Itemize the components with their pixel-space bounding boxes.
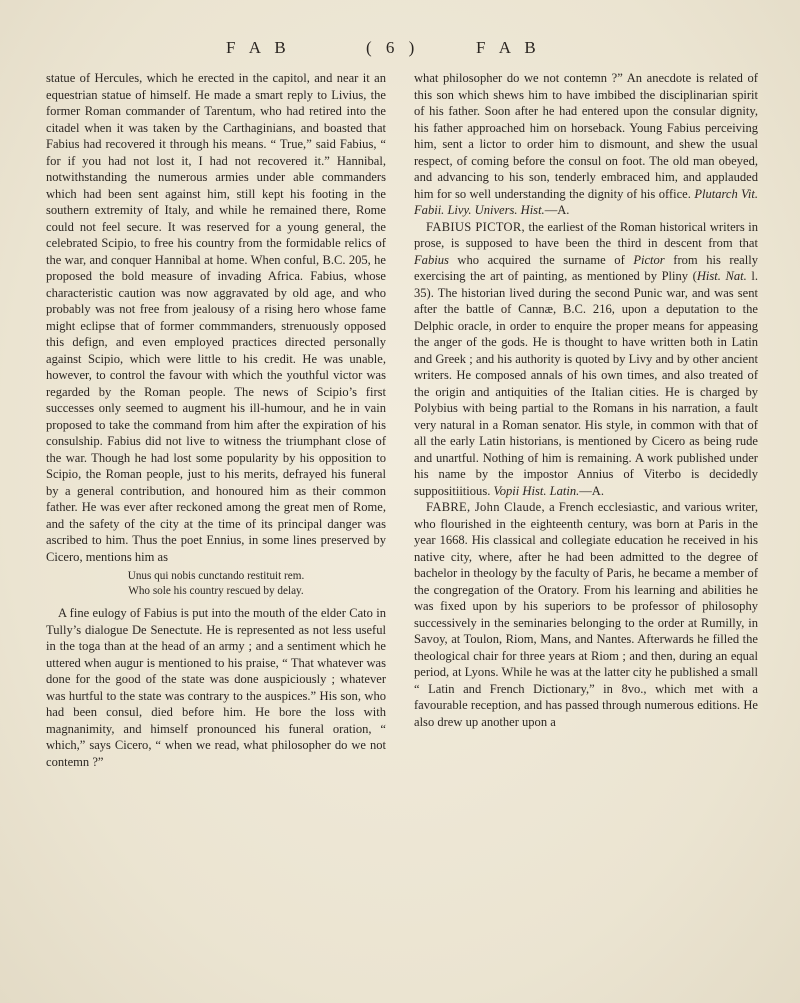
- right-column: [414, 70, 758, 730]
- entry-text: a French ecclesiastic, and various writer, who flourished in the eighteenth century, was born at Paris in the year 1668. His classical and collegiate education he received in his native city, where, after he had been admitted to the degree of bachelor in theology by the faculty of Paris, he became a member of the congregation of the Oratory. From his learning and abilities he was fixed upon by his superiors to be professor of philosophy successively in the seminaries belonging to the order at Rumilly, in Savoy, at Toulon, Riom, Mans, and Nantes. Afterwards he filled the theological chair for three years at Riom ; and then, during an equal period, at Lyons. While he was at the latter city he published a small “ Latin and French Dictionary,” in 8vo., which met with a favourable reception, and has passed through numerous editions. He also drew up another upon a: [414, 500, 758, 729]
- running-head-left: F A B: [226, 38, 291, 57]
- entry-sources: Vopii Hist. Latin.: [493, 483, 580, 498]
- left-column: [46, 70, 386, 770]
- page-number: ( 6 ): [366, 38, 420, 57]
- ennius-quotation: [46, 569, 386, 599]
- entry-fabre: [414, 499, 758, 730]
- entry-text: the earliest of the Roman historical writers in prose, is supposed to have been the third in descent from that: [414, 219, 758, 250]
- italic-name: Fabius: [414, 252, 449, 267]
- entry-heading-fabre: FABRE, John Claude,: [426, 500, 545, 514]
- running-head-right: F A B: [476, 38, 541, 57]
- entry-fabius-pictor: [414, 219, 758, 500]
- running-head: [0, 38, 800, 62]
- citation: Hist. Nat.: [696, 269, 747, 283]
- fabius-son-anecdote: [414, 70, 758, 219]
- entry-text: from his really exercising the art of painting, as mentioned by Pliny (: [414, 252, 758, 283]
- fabius-entry-continuation: statue of Hercules, which he erected in the capitol, and near it an equestrian statue of himself. He made a smart reply to Livius, the former Roman commander of Tarentum, who had retired into the citadel when it was taken by the Carthaginians, and boasted that Fabius had recovered it through his means. “ True,” said Fabius, “ for if you had not lost it, I had not recovered it.” Hannibal, notwithstanding the numerous armies under able commanders which had been sent against him, still kept his footing in the southern extremity of Italy, and while he remained there, Rome could not feel secure. It was reserved for a young general, the celebrated Scipio, to free his country from the formidable relics of the war, and conquer Hannibal at home. When conful, B.C. 205, he proposed the bold measure of invading Africa. Fabius, whose characteristic caution was now aggravated by old age, and who probably was not free from jealousy of a rising hero whose fame might eclipse that of former commmanders, strenuously opposed this defign, and even employed practices directed personally against Scipio, which were little to his credit. He was unable, however, to control the favour with which the youthful victor was regarded by the Roman people. The news of Scipio’s first successes only seemed to augment his ill-humour, and he in vain proposed to take the command from him after the expiration of his consulship. Fabius did not live to witness the triumphant close of the war. Though he had lost some popularity by his opposition to Scipio, the Roman people, just to his merits, defrayed his funeral by a general contribution, and honoured him as their common father. He was ever after reckoned among the great men of Rome, and the safety of the city at the time of its principal danger was ascribed to him. Thus the poet Ennius, in some lines preserved by Cicero, mentions him as: [46, 71, 386, 564]
- entry-text: who acquired the surname of: [448, 252, 634, 267]
- english-translation: Who sole his country rescued by delay.: [128, 585, 304, 597]
- entry-text: l. 35). The historian lived during the second Punic war, and was sent after the battle of Cannæ, B.C. 216, upon a deputation to the Delphic oracle, in order to enquire the proper means for appeasing the anger of the gods. He is thought to have written both in Latin and Greek ; and his authority is quoted by Livy and by other ancient writers. He composed annals of his own times, and also treated of the origin and antiquities of the Italian cities. He is charged by Polybius with being partial to the Romans in his narration, a fault very natural in a Roman senator. His style, in common with that of all the early Latin historians, is mentioned by Cicero as being rude and unartful. Nothing of him is remaining. A work published under his name by the impostor Annius of Viterbo is decidedly suppositiitious.: [414, 269, 758, 498]
- italic-name: Pictor: [633, 252, 665, 267]
- latin-verse: Unus qui nobis cunctando restituit rem.: [127, 570, 305, 582]
- entry-heading-fabius-pictor: FABIUS PICTOR,: [426, 219, 525, 234]
- anecdote-sources: Plutarch Vit. Fabii. Livy. Univers. Hist.: [414, 186, 759, 217]
- anecdote-text: what philosopher do we not contemn ?” An anecdote is related of this son which shews him to have imbibed the disciplinarian spirit of his father. Soon after he had entered upon the consular dignity, his father approached him on horseback. Young Fabius perceiving him, sent a lictor to order him to dismount, and shew the usual respect, of coming before the consul on foot. The old man obeyed, and advancing to his son, tenderly embraced him, and applauded him for so well understanding the dignity of his office.: [414, 71, 758, 201]
- fabius-eulogy-paragraph: A fine eulogy of Fabius is put into the mouth of the elder Cato in Tully’s dialogue De Senectute. He is represented as not less useful in the toga than at the head of an army ; and a sentiment which he uttered when augur is mentioned to his praise, “ That whatever was done for the good of the state was done auspiciously ; whatever was hurtful to the state was contrary to the auspices.” His son, who had been consul, died before him. He bore the loss with magnanimity, and himself pronounced his funeral oration, “ which,” says Cicero, “ when we read, what philosopher do we not contemn ?”: [46, 606, 386, 769]
- anecdote-signature: —A.: [544, 203, 570, 217]
- entry-signature: —A.: [579, 483, 604, 498]
